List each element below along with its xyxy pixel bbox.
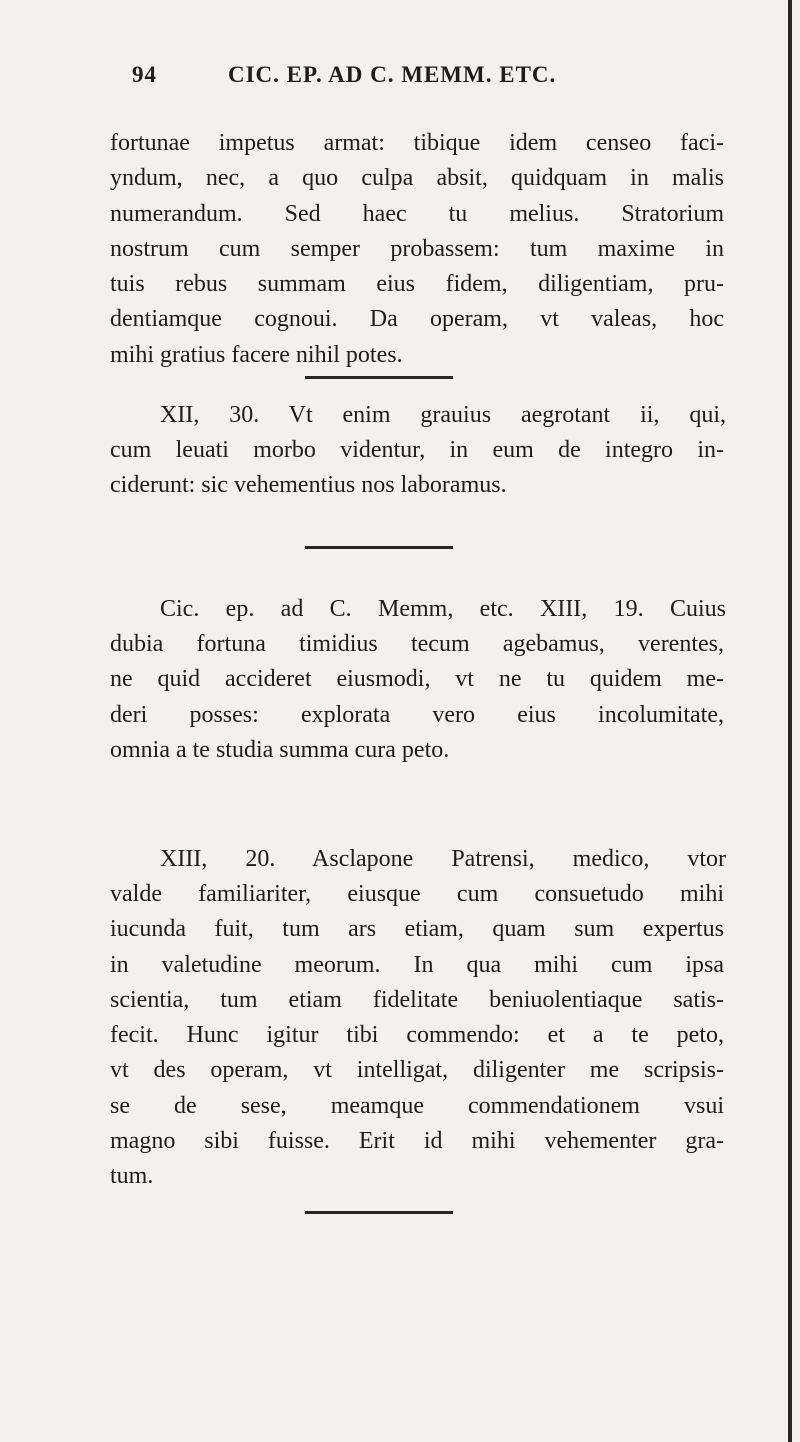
section-divider xyxy=(305,546,453,549)
paragraph-4-cont xyxy=(110,877,724,1195)
text-line: fecit. Hunc igitur tibi commendo: et a te peto, xyxy=(110,1022,724,1049)
section-divider xyxy=(305,1211,453,1214)
text-line: iucunda fuit, tum ars etiam, quam sum expertus xyxy=(110,916,724,943)
text-line: fortunae impetus armat: tibique idem censeo faci- xyxy=(110,130,724,156)
section-divider xyxy=(305,376,453,379)
paragraph-2-cont xyxy=(110,433,724,504)
text-line: XIII, 20. Asclapone Patrensi, medico, vtor xyxy=(160,846,726,872)
text-line: in valetudine meorum. In qua mihi cum ipsa xyxy=(110,951,724,978)
text-line: tuis rebus summam eius fidem, diligentiam, pru- xyxy=(110,271,724,298)
text-line: vt des operam, vt intelligat, diligenter me scripsis- xyxy=(110,1057,724,1084)
text-line: ne quid accideret eiusmodi, vt ne tu quidem me- xyxy=(110,666,724,693)
text-line: Cic. ep. ad C. Memm, etc. XIII, 19. Cuius xyxy=(160,596,726,622)
text-line: deri posses: explorata vero eius incolumitate, xyxy=(110,701,724,728)
paragraph-1 xyxy=(110,126,724,373)
running-head: CIC. EP. AD C. MEMM. ETC. xyxy=(228,62,557,87)
text-line: magno sibi fuisse. Erit id mihi vehementer gra- xyxy=(110,1128,724,1155)
paragraph-3-cont xyxy=(110,627,724,768)
paragraph-4 xyxy=(160,842,726,877)
paragraph-2 xyxy=(160,398,726,433)
text-line: XII, 30. Vt enim grauius aegrotant ii, qui, xyxy=(160,402,726,428)
text-line: nostrum cum semper probassem: tum maxime in xyxy=(110,235,724,262)
text-line: yndum, nec, a quo culpa absit, quidquam in malis xyxy=(110,165,724,192)
text-line: valde familiariter, eiusque cum consuetudo mihi xyxy=(110,881,724,907)
page-header xyxy=(132,60,732,100)
text-line: tum. xyxy=(110,1163,154,1190)
page-edge-line xyxy=(788,0,792,1442)
page-number: 94 xyxy=(132,62,157,87)
text-line: dubia fortuna timidius tecum agebamus, verentes, xyxy=(110,631,724,657)
text-line: ciderunt: sic vehementius nos laboramus. xyxy=(110,472,507,499)
text-line: cum leuati morbo videntur, in eum de integro in- xyxy=(110,437,724,463)
paragraph-3 xyxy=(160,592,726,627)
text-line: numerandum. Sed haec tu melius. Stratorium xyxy=(110,200,724,227)
text-line: scientia, tum etiam fidelitate beniuolentiaque satis- xyxy=(110,986,724,1013)
text-line: mihi gratius facere nihil potes. xyxy=(110,341,403,368)
text-line: se de sese, meamque commendationem vsui xyxy=(110,1092,724,1119)
text-line: omnia a te studia summa cura peto. xyxy=(110,736,450,763)
text-line: dentiamque cognoui. Da operam, vt valeas, hoc xyxy=(110,306,724,333)
